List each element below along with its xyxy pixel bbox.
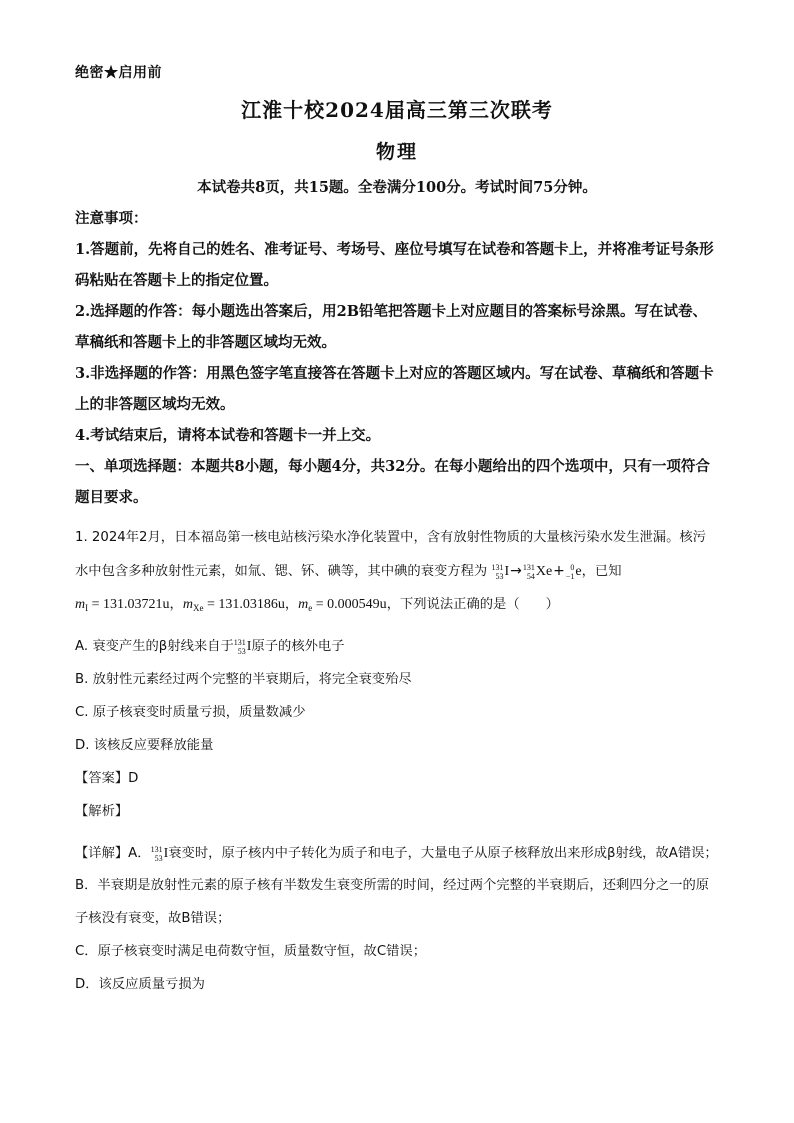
mass-xenon <box>183 597 285 612</box>
exam-title: 江淮十校2024届高三第三次联考 <box>241 98 553 122</box>
detail-a-mass: 131 <box>150 844 163 854</box>
option-c: C. 原子核衰变时质量亏损，质量数减少 <box>75 705 306 720</box>
question-1-options <box>75 629 719 762</box>
option-d: D. 该核反应要释放能量 <box>75 738 214 753</box>
parent-mass-number: 131 <box>491 562 504 572</box>
daughter-symbol: Xe <box>535 564 553 579</box>
parent-symbol: I <box>504 564 510 579</box>
detail-b: B．半衰期是放射性元素的原子核有半数发生衰变所需的时间，经过两个完整的半衰期后，还剩四分之一的原子核没有衰变，故B错误； <box>75 878 710 926</box>
question-1-text-part1: 1. 2024年2月，日本福岛第一核电站核污染水净化装置中，含有放射性物质的大量核污染水发生泄漏。核污水中包含多种放射性元素，如氚、锶、钚、碘等，其中碘的衰变方程为 <box>75 530 706 579</box>
option-a-prefix: A. 衰变产生的β射线来自于 <box>75 639 234 654</box>
question-1-text-part2: ，已知 <box>581 564 622 579</box>
detail-a-symbol: I <box>163 846 169 861</box>
mass-electron-sub: e <box>308 603 313 613</box>
mass-electron-value: = 0.000549u <box>315 597 387 612</box>
daughter-charge-number: 54 <box>526 571 535 581</box>
option-a-nuclide <box>234 629 252 663</box>
detail-a-nuclide <box>151 838 169 869</box>
mass-xenon-value: = 131.03186u <box>206 597 285 612</box>
secret-label: 绝密★启用前 <box>75 65 162 81</box>
mass-iodine <box>75 597 170 612</box>
option-b: B. 放射性元素经过两个完整的半衰期后，将完全衰变殆尽 <box>75 672 412 687</box>
notice-item-3: 3.非选择题的作答：用黑色签字笔直接答在答题卡上对应的答题区域内。写在试卷、草稿纸和答题卡上的非答题区域均无效。 <box>75 365 714 413</box>
answer-line: 【答案】D <box>75 771 139 786</box>
detail-d: D．该反应质量亏损为 <box>75 977 205 992</box>
exam-info: 本试卷共8页，共15题。全卷满分100分。考试时间75分钟。 <box>197 179 597 196</box>
question-1-stem <box>75 521 719 625</box>
notice-item-1: 1.答题前，先将自己的姓名、准考证号、考场号、座位号填写在试卷和答题卡上，并将准考证号条形码粘贴在答题卡上的指定位置。 <box>75 241 714 289</box>
reaction-arrow: → <box>510 563 522 579</box>
mass-electron <box>298 597 387 612</box>
subject-title: 物理 <box>375 141 418 163</box>
electron-charge-number: −1 <box>565 571 575 581</box>
iodine-nuclide <box>491 554 509 588</box>
analysis-heading: 【解析】 <box>75 804 129 819</box>
detail-a <box>75 838 719 869</box>
parent-charge-number: 53 <box>495 571 504 581</box>
detail-a-prefix: 【详解】A． <box>75 846 151 861</box>
section-heading: 一、单项选择题：本题共8小题，每小题4分，共32分。在每小题给出的四个选项中，只有一项符合题目要求。 <box>75 458 710 506</box>
mass-xenon-symbol: m <box>182 597 193 612</box>
notice-heading: 注意事项： <box>75 210 148 227</box>
question-1-text-part3: ，下列说法正确的是（ <box>386 597 520 612</box>
plus-sign: + <box>553 563 565 579</box>
mass-xenon-sub: Xe <box>192 603 204 613</box>
option-a-symbol: I <box>246 639 252 654</box>
electron-mass-number: 0 <box>570 562 575 572</box>
mass-iodine-symbol: m <box>75 597 86 612</box>
question-1-text-part4: ） <box>545 597 559 612</box>
detail-c: C．原子核衰变时满足电荷数守恒，质量数守恒，故C错误； <box>75 944 426 959</box>
separator-2: ， <box>284 597 299 612</box>
daughter-mass-number: 131 <box>522 562 535 572</box>
notice-item-4: 4.考试结束后，请将本试卷和答题卡一并上交。 <box>75 427 381 444</box>
mass-iodine-value: = 131.03721u <box>91 597 170 612</box>
separator-1: ， <box>169 597 183 612</box>
detail-a-suffix: 衰变时，原子核内中子转化为质子和电子，大量电子从原子核释放出来形成β射线，故A错误； <box>168 846 718 861</box>
electron-particle <box>566 554 582 588</box>
detail-a-charge: 53 <box>154 853 163 863</box>
electron-symbol: e <box>575 564 582 579</box>
mass-electron-symbol: m <box>298 597 309 612</box>
mass-iodine-sub: I <box>85 603 89 613</box>
xenon-nuclide <box>523 554 552 588</box>
notice-item-2: 2.选择题的作答：每小题选出答案后，用2B铅笔把答题卡上对应题目的答案标号涂黑。写在试卷、草稿纸和答题卡上的非答题区域均无效。 <box>75 303 707 351</box>
option-a-charge: 53 <box>237 646 246 656</box>
option-a <box>75 629 719 663</box>
option-a-mass: 131 <box>233 637 246 647</box>
option-a-suffix: 原子的核外电子 <box>251 639 345 654</box>
